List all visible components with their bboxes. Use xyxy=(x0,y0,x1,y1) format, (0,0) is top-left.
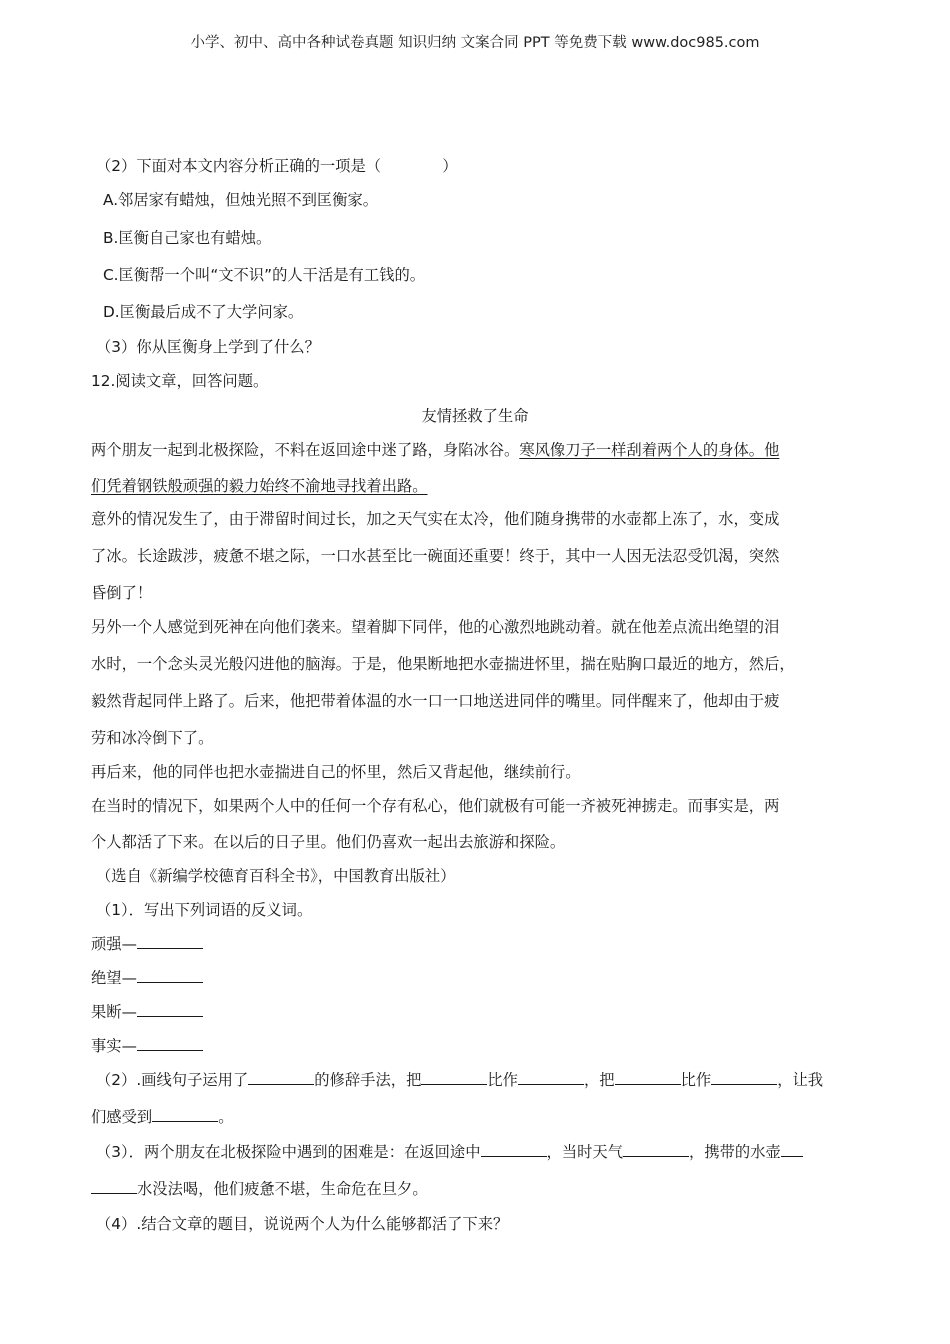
paragraph-1-text: 两个朋友一起到北极探险，不料在返回途中迷了路，身陷冰谷。 xyxy=(91,441,520,459)
question-12-1: （1）．写出下列词语的反义词。 xyxy=(96,901,313,919)
answer-blank[interactable] xyxy=(518,1070,584,1085)
q3-text-a: （3）．两个朋友在北极探险中遇到的困难是：在返回途中 xyxy=(96,1143,481,1161)
answer-blank[interactable] xyxy=(421,1070,487,1085)
option-b: B.匡衡自己家也有蜡烛。 xyxy=(103,229,272,247)
answer-blank[interactable] xyxy=(623,1142,689,1157)
article-title: 友情拯救了生命 xyxy=(421,407,529,425)
answer-blank[interactable] xyxy=(248,1070,314,1085)
paragraph-3-line-1: 另外一个人感觉到死神在向他们袭来。望着脚下同伴，他的心激烈地跳动着。就在他差点流出绝望的泪 xyxy=(91,618,780,636)
q2-text-a: （2）.画线句子运用了 xyxy=(96,1071,249,1089)
q2-text-g: 们感受到 xyxy=(91,1108,153,1126)
answer-blank[interactable] xyxy=(711,1070,777,1085)
antonym-word: 顽强— xyxy=(91,935,137,953)
paragraph-3-line-3: 毅然背起同伴上路了。后来，他把带着体温的水一口一口地送进同伴的嘴里。同伴醒来了，他却由于疲 xyxy=(91,692,780,710)
paragraph-1-line-2 xyxy=(91,476,428,496)
answer-blank[interactable] xyxy=(91,1179,137,1194)
antonym-word: 事实— xyxy=(91,1037,137,1055)
antonym-item xyxy=(91,1002,203,1022)
answer-blank[interactable] xyxy=(781,1142,803,1157)
answer-blank[interactable] xyxy=(481,1142,547,1157)
paragraph-5-line-1: 在当时的情况下，如果两个人中的任何一个存有私心，他们就极有可能一齐被死神掳走。而事实是，两 xyxy=(91,797,780,815)
option-a: A.邻居家有蜡烛，但烛光照不到匡衡家。 xyxy=(103,191,379,209)
paragraph-5-line-2: 个人都活了下来。在以后的日子里。他们仍喜欢一起出去旅游和探险。 xyxy=(91,833,566,851)
question-12-4: （4）.结合文章的题目，说说两个人为什么能够都活了下来？ xyxy=(96,1215,509,1233)
question-12-intro: 12.阅读文章，回答问题。 xyxy=(91,372,269,390)
antonym-word: 果断— xyxy=(91,1003,137,1021)
question-12-3-line-2 xyxy=(91,1179,428,1199)
q2-text-e: 比作 xyxy=(680,1071,712,1089)
source-note: （选自《新编学校德育百科全书》，中国教育出版社） xyxy=(96,867,456,885)
paragraph-2-line-3: 昏倒了！ xyxy=(91,584,153,602)
paragraph-3-line-4: 劳和冰冷倒下了。 xyxy=(91,729,214,747)
question-12-2-line-2 xyxy=(91,1107,234,1127)
antonym-item xyxy=(91,934,203,954)
option-c: C.匡衡帮一个叫“文不识”的人干活是有工钱的。 xyxy=(103,266,426,284)
q2-text-c: 比作 xyxy=(487,1071,518,1089)
q3-text-c: ，携带的水壶 xyxy=(689,1143,781,1161)
paragraph-2-line-1: 意外的情况发生了，由于滞留时间过长，加之天气实在太冷，他们随身携带的水壶都上冻了，水，变成 xyxy=(91,510,780,528)
q2-text-h: 。 xyxy=(218,1108,234,1126)
paragraph-1-line-1 xyxy=(91,440,779,460)
antonym-item xyxy=(91,968,203,988)
q3-text-d: 水没法喝，他们疲惫不堪，生命危在旦夕。 xyxy=(137,1180,428,1198)
answer-blank[interactable] xyxy=(615,1070,681,1085)
answer-blank[interactable] xyxy=(152,1107,218,1122)
page-header: 小学、初中、高中各种试卷真题 知识归纳 文案合同 PPT 等免费下载 www.doc985.com xyxy=(190,35,760,51)
antonym-item xyxy=(91,1036,203,1056)
question-12-3-line-1 xyxy=(96,1142,803,1162)
answer-blank[interactable] xyxy=(137,1036,203,1051)
paragraph-3-line-2: 水时，一个念头灵光般闪进他的脑海。于是，他果断地把水壶揣进怀里，揣在贴胸口最近的地方，然后， xyxy=(91,655,795,673)
question-12-2-line-1 xyxy=(96,1070,823,1090)
question-11-3: （3）你从匡衡身上学到了什么？ xyxy=(96,338,320,356)
answer-blank[interactable] xyxy=(137,934,203,949)
antonym-word: 绝望— xyxy=(91,969,137,987)
underlined-sentence-part-2: 们凭着钢铁般顽强的毅力始终不渝地寻找着出路。 xyxy=(91,477,428,495)
answer-blank[interactable] xyxy=(137,968,203,983)
q3-text-b: ，当时天气 xyxy=(546,1143,624,1161)
q2-text-d: ，把 xyxy=(583,1071,615,1089)
answer-blank[interactable] xyxy=(137,1002,203,1017)
q2-text-b: 的修辞手法，把 xyxy=(314,1071,422,1089)
option-d: D.匡衡最后成不了大学问家。 xyxy=(103,303,304,321)
question-11-2: （2）下面对本文内容分析正确的一项是（ ） xyxy=(96,157,458,175)
q2-text-f: ，让我 xyxy=(777,1071,824,1089)
paragraph-4: 再后来，他的同伴也把水壶揣进自己的怀里，然后又背起他，继续前行。 xyxy=(91,763,581,781)
paragraph-2-line-2: 了冰。长途跋涉，疲惫不堪之际，一口水甚至比一碗面还重要！终于，其中一人因无法忍受饥渴，突然 xyxy=(91,547,780,565)
underlined-sentence-part-1: 寒风像刀子一样刮着两个人的身体。他 xyxy=(519,441,780,459)
